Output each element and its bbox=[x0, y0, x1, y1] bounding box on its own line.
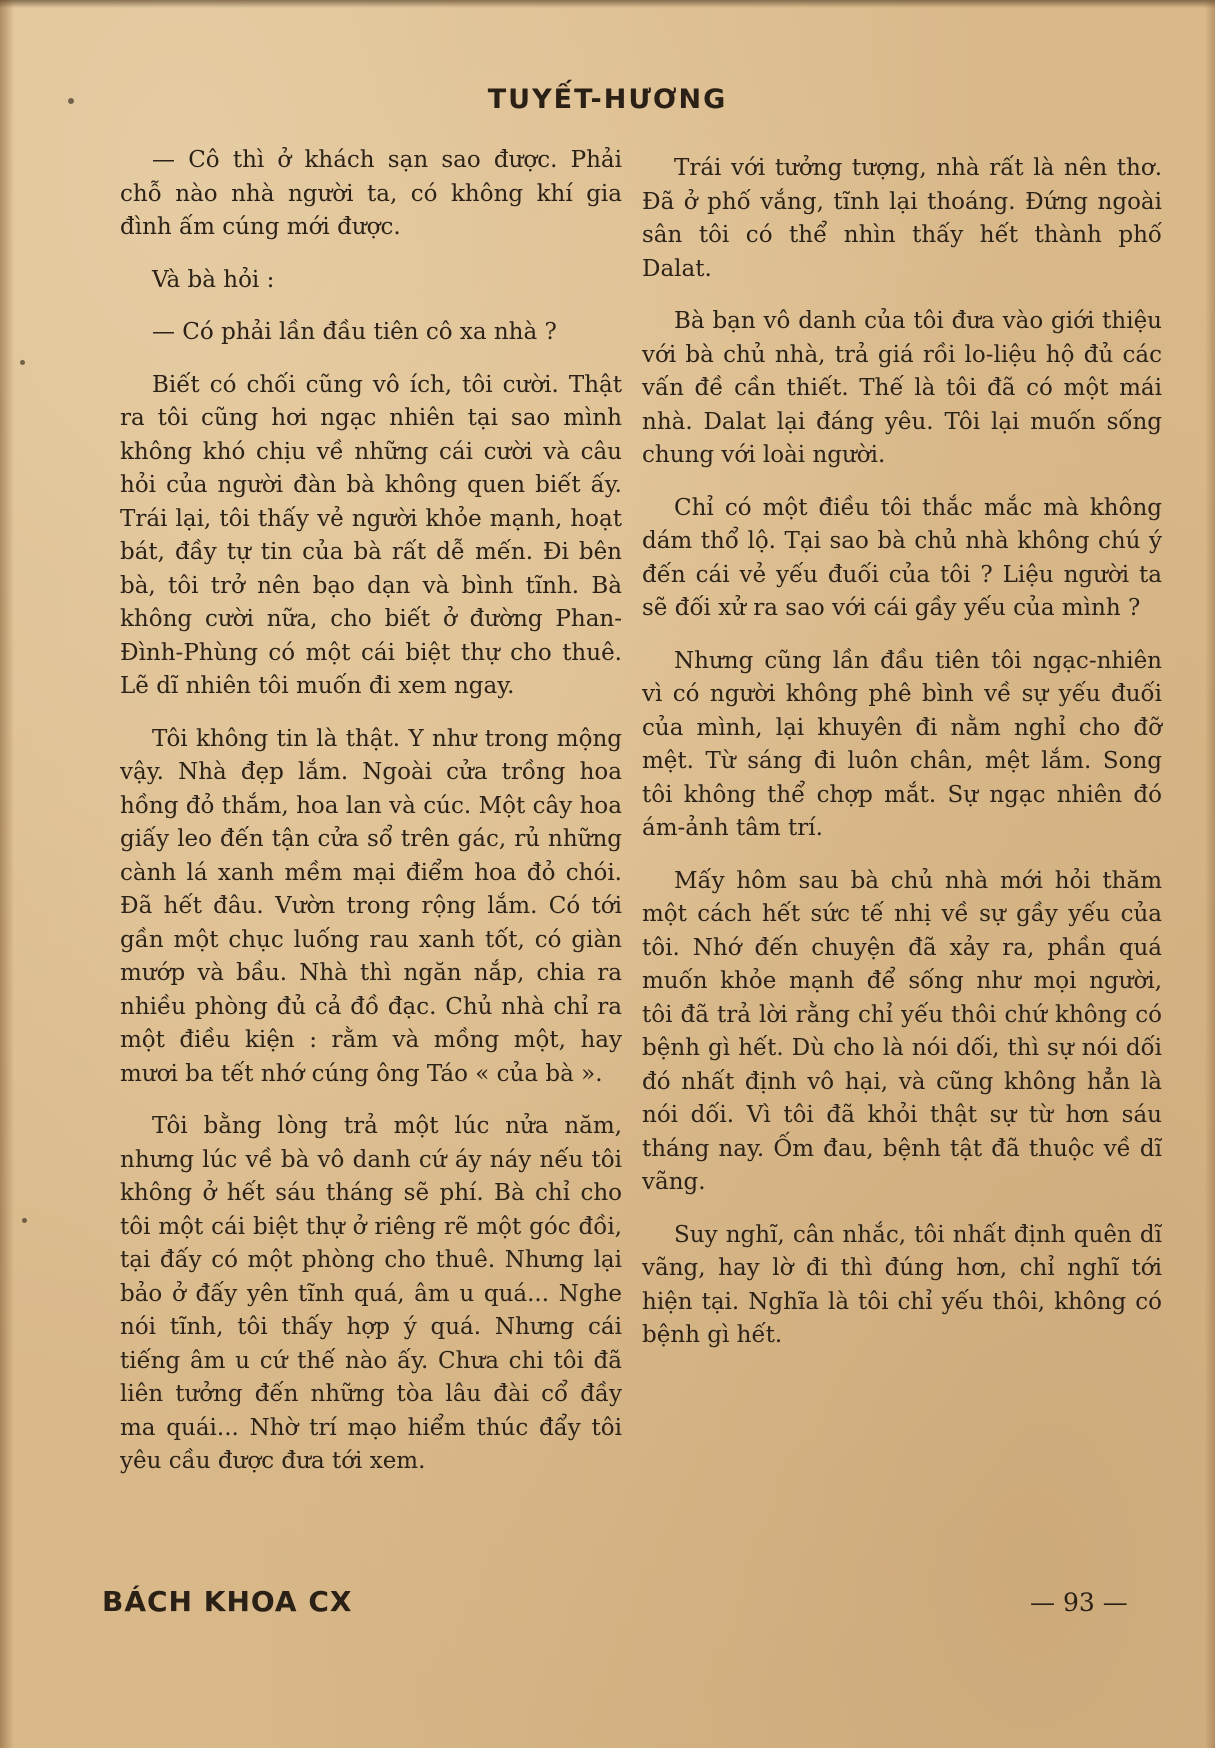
paragraph: Chỉ có một điều tôi thắc mắc mà không dám thổ lộ. Tại sao bà chủ nhà không chú ý đến cái vẻ yếu đuối của tôi ? Liệu người ta sẽ đối xử ra sao với cái gầy yếu của mình ? bbox=[642, 494, 1162, 621]
running-title: TUYẾT-HƯƠNG bbox=[487, 84, 728, 115]
paragraph: Và bà hỏi : bbox=[152, 266, 275, 293]
ink-speck bbox=[22, 1218, 27, 1223]
paragraph: Trái với tưởng tượng, nhà rất là nên thơ. Đã ở phố vắng, tĩnh lại thoáng. Đứng ngoài sân tôi có thể nhìn thấy hết thành phố Dalat. bbox=[642, 155, 1162, 282]
right-column bbox=[642, 152, 1162, 1372]
paragraph: — Cô thì ở khách sạn sao được. Phải chỗ nào nhà người ta, có không khí gia đình ấm cúng mới được. bbox=[120, 147, 622, 240]
page-top-edge bbox=[0, 0, 1215, 8]
page-left-edge bbox=[0, 0, 14, 1748]
publication-name: BÁCH KHOA CX bbox=[102, 1585, 353, 1618]
left-column bbox=[120, 144, 622, 1498]
page-right-edge bbox=[1205, 0, 1215, 1748]
ink-speck bbox=[20, 360, 25, 365]
paragraph: Suy nghĩ, cân nhắc, tôi nhất định quên dĩ vãng, hay lờ đi thì đúng hơn, chỉ nghĩ tới hiện tại. Nghĩa là tôi chỉ yếu thôi, không có bệnh gì hết. bbox=[642, 1221, 1162, 1348]
page-number: — 93 — bbox=[1030, 1588, 1128, 1617]
ink-speck bbox=[68, 98, 74, 104]
paragraph: Biết có chối cũng vô ích, tôi cười. Thật ra tôi cũng hơi ngạc nhiên tại sao mình không khó chịu về những cái cười và câu hỏi của người đàn bà không quen biết ấy. Trái lại, tôi thấy vẻ người khỏe mạnh, hoạt bát, đầy tự tin của bà rất dễ mến. Đi bên bà, tôi trở nên bạo dạn và bình tĩnh. Bà không cười nữa, cho biết ở đường Phan-Đình-Phùng có một cái biệt thự cho thuê. Lẽ dĩ nhiên tôi muốn đi xem ngay. bbox=[120, 371, 622, 699]
paragraph: Bà bạn vô danh của tôi đưa vào giới thiệu với bà chủ nhà, trả giá rồi lo-liệu hộ đủ các vấn đề cần thiết. Thế là tôi đã có một mái nhà. Dalat lại đáng yêu. Tôi lại muốn sống chung với loài người. bbox=[642, 308, 1162, 468]
paragraph: Nhưng cũng lần đầu tiên tôi ngạc-nhiên vì có người không phê bình về sự yếu đuối của mình, lại khuyên đi nằm nghỉ cho đỡ mệt. Từ sáng đi luôn chân, mệt lắm. Song tôi không thể chợp mắt. Sự ngạc nhiên đó ám-ảnh tâm trí. bbox=[642, 647, 1162, 841]
paragraph: Tôi bằng lòng trả một lúc nửa năm, nhưng lúc về bà vô danh cứ áy náy nếu tôi không ở hết sáu tháng sẽ phí. Bà chỉ cho tôi một cái biệt thự ở riêng rẽ một góc đồi, tại đấy có một phòng cho thuê. Nhưng lại bảo ở đấy yên tĩnh quá, âm u quá... Nghe nói tĩnh, tôi thấy hợp ý quá. Nhưng cái tiếng âm u cứ thế nào ấy. Chưa chi tôi đã liên tưởng đến những tòa lâu đài cổ đầy ma quái... Nhờ trí mạo hiểm thúc đẩy tôi yêu cầu được đưa tới xem. bbox=[120, 1113, 622, 1474]
paragraph: Mấy hôm sau bà chủ nhà mới hỏi thăm một cách hết sức tế nhị về sự gầy yếu của tôi. Nhớ đến chuyện đã xảy ra, phần quá muốn khỏe mạnh để sống như mọi người, tôi đã trả lời rằng chỉ yếu thôi chứ không có bệnh gì hết. Dù cho là nói dối, thì sự nói dối đó nhất định vô hại, và cũng không hẳn là nói dối. Vì tôi đã khỏi thật sự từ hơn sáu tháng nay. Ốm đau, bệnh tật đã thuộc về dĩ vãng. bbox=[642, 867, 1162, 1195]
paragraph: Tôi không tin là thật. Y như trong mộng vậy. Nhà đẹp lắm. Ngoài cửa trồng hoa hồng đỏ thắm, hoa lan và cúc. Một cây hoa giấy leo đến tận cửa sổ trên gác, rủ những cành lá xanh mềm mại điểm hoa đỏ chói. Đã hết đâu. Vườn trong rộng lắm. Có tới gần một chục luống rau xanh tốt, có giàn mướp và bầu. Nhà thì ngăn nắp, chia ra nhiều phòng đủ cả đồ đạc. Chủ nhà chỉ ra một điều kiện : rằm và mồng một, hay mươi ba tết nhớ cúng ông Táo « của bà ». bbox=[120, 725, 622, 1087]
paragraph: — Có phải lần đầu tiên cô xa nhà ? bbox=[152, 319, 557, 345]
